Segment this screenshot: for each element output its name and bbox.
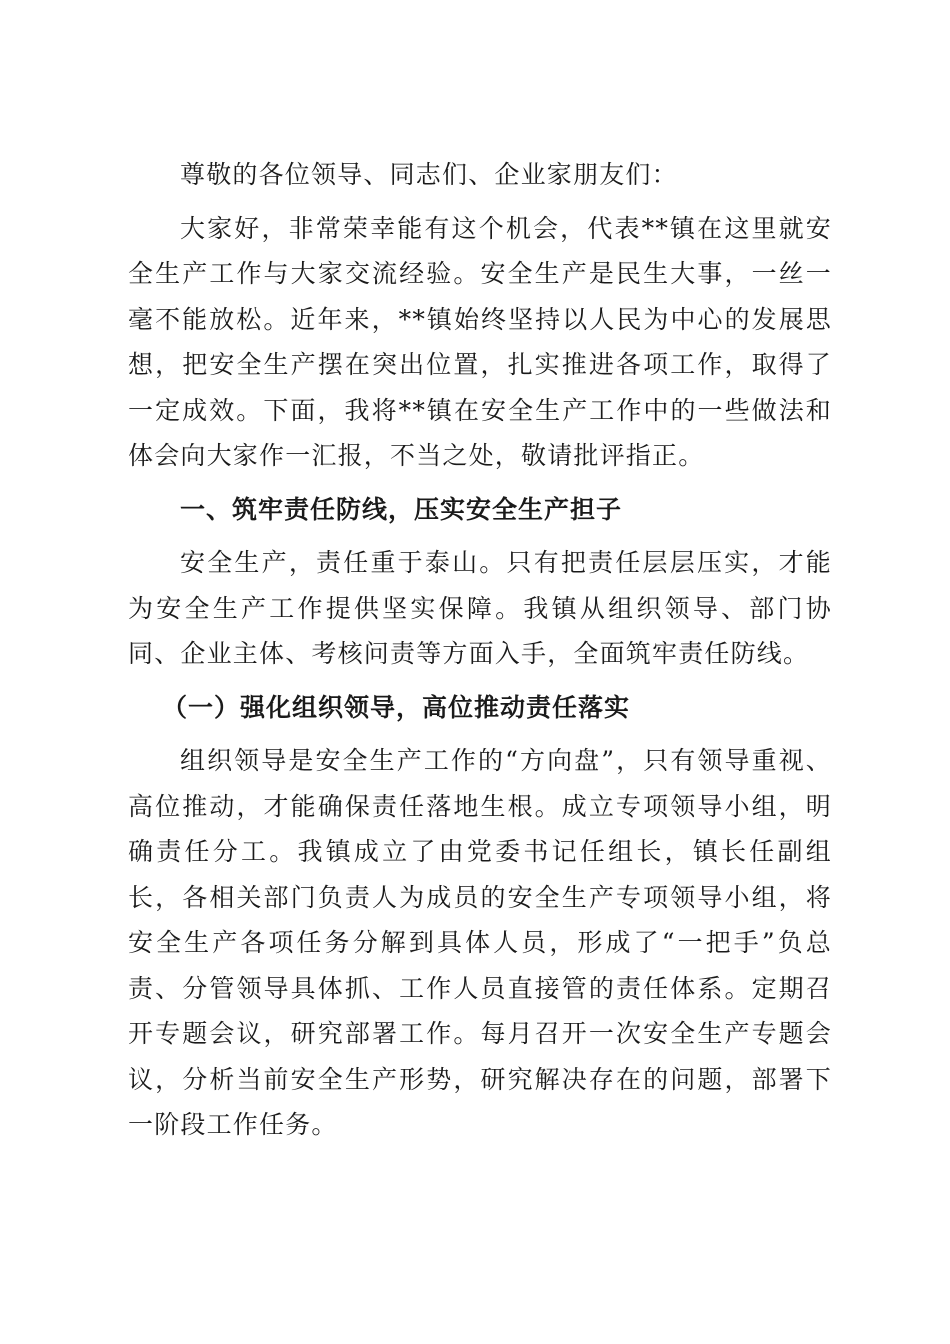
section-1-paragraph: 安全生产，责任重于泰山。只有把责任层层压实，才能为安全生产工作提供坚实保障。我镇从组织领导、部门协同、企业主体、考核问责等方面入手，全面筑牢责任防线。 <box>128 548 832 668</box>
subsection-1-paragraph: 组织领导是安全生产工作的“方向盘”，只有领导重视、高位推动，才能确保责任落地生根。成立专项领导小组，明确责任分工。我镇成立了由党委书记任组长，镇长任副组长，各相关部门负责人为成员的安全生产专项领导小组，将安全生产各项任务分解到具体人员，形成了“一把手”负总责、分管领导具体抓、工作人员直接管的责任体系。定期召开专题会议，研究部署工作。每月召开一次安全生产专题会议，分析当前安全生产形势，研究解决存在的问题，部署下一阶段工作任务。 <box>128 746 832 1139</box>
subsection-heading-1: （一）强化组织领导，高位推动责任落实 <box>162 692 631 722</box>
section-heading-1: 一、筑牢责任防线，压实安全生产担子 <box>180 494 623 524</box>
greeting-line: 尊敬的各位领导、同志们、企业家朋友们： <box>180 160 678 189</box>
intro-paragraph: 大家好，非常荣幸能有这个机会，代表**镇在这里就安全生产工作与大家交流经验。安全生产是民生大事，一丝一毫不能放松。近年来，**镇始终坚持以人民为中心的发展思想，把安全生产摆在突出位置，扎实推进各项工作，取得了一定成效。下面，我将**镇在安全生产工作中的一些做法和体会向大家作一汇报，不当之处，敬请批评指正。 <box>128 213 832 470</box>
document-body <box>128 152 832 1156</box>
